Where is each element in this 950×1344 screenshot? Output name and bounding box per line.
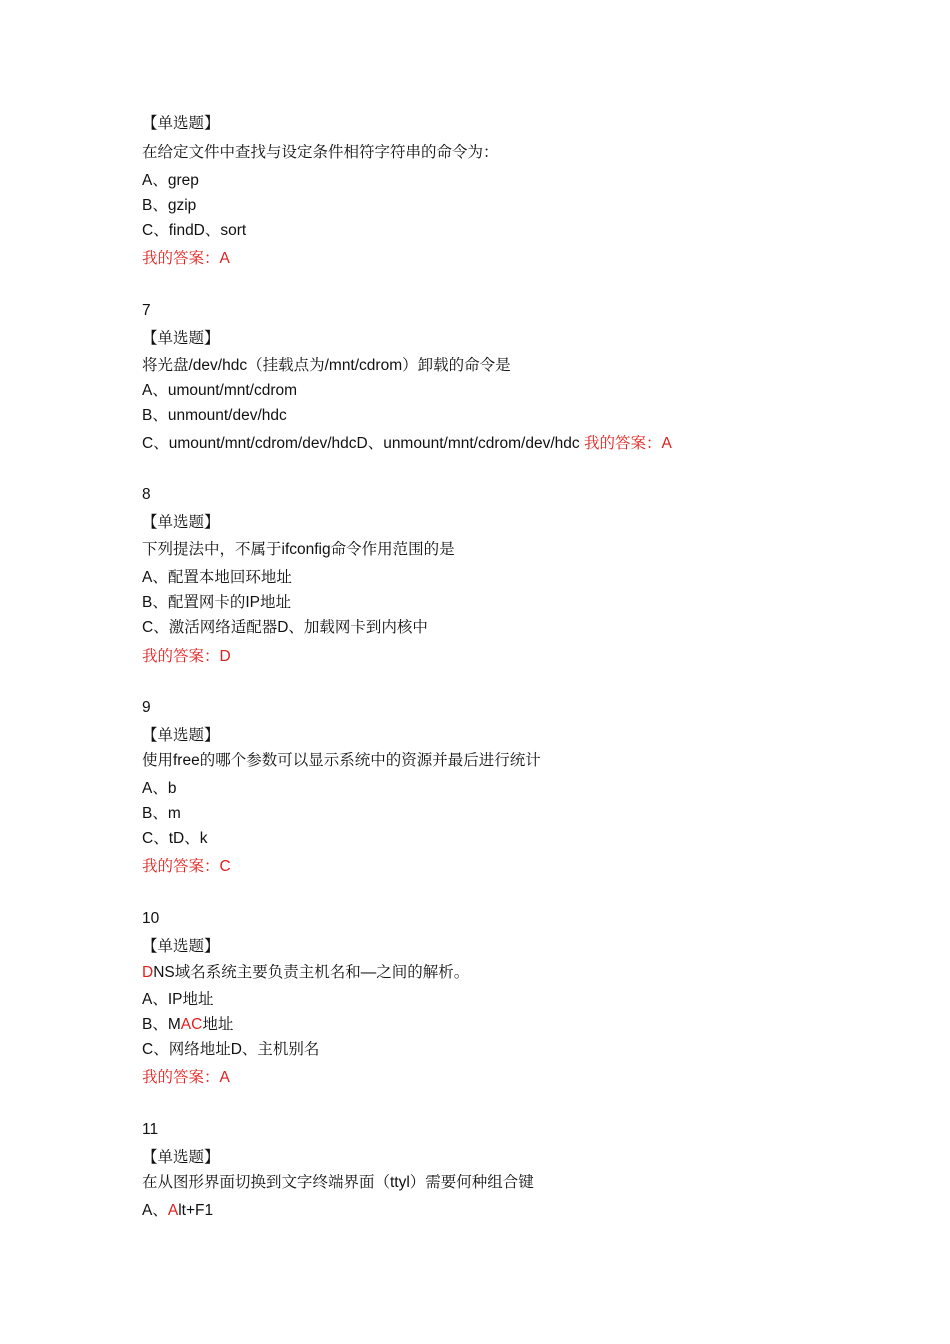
q10-number: 10 [142, 910, 160, 927]
q9-stem: 使用free的哪个参数可以显示系统中的资源并最后进行统计 [142, 752, 541, 769]
q11-number: 11 [142, 1121, 159, 1138]
q8-stem: 下列提法中，不属于ifconfig命令作用范围的是 [142, 541, 455, 558]
q10-type: 【单选题】 [142, 938, 220, 955]
q7-option-c-d-row [142, 434, 672, 454]
q7-option-c-d: C、umount/mnt/cdrom/dev/hdcD、unmount/mnt/cdrom/dev/hdc [142, 435, 580, 452]
q7-type: 【单选题】 [142, 330, 220, 347]
q9-option-c-d: C、tD、k [142, 830, 208, 847]
q8-option-b: B、配置网卡的IP地址 [142, 594, 291, 611]
q11-option-a-suffix: lt+F1 [178, 1202, 214, 1219]
q11-type: 【单选题】 [142, 1149, 220, 1166]
q9-option-a: A、b [142, 780, 177, 797]
q10-option-b [142, 1015, 233, 1035]
q8-number: 8 [142, 486, 151, 503]
q11-option-a-prefix: A、 [142, 1202, 168, 1219]
q11-option-a [142, 1201, 213, 1221]
q6-answer: 我的答案：A [142, 250, 230, 267]
q7-stem: 将光盘/dev/hdc（挂载点为/mnt/cdrom）卸载的命令是 [142, 357, 511, 374]
q7-option-a: A、umount/mnt/cdrom [142, 382, 298, 399]
q8-answer: 我的答案：D [142, 648, 231, 665]
q9-option-b: B、m [142, 805, 181, 822]
q6-option-c-d: C、findD、sort [142, 222, 247, 239]
q10-option-a: A、IP地址 [142, 991, 214, 1008]
q7-option-b: B、unmount/dev/hdc [142, 407, 287, 424]
q10-option-b-mid: AC [180, 1016, 203, 1033]
q10-option-b-prefix: B、M [142, 1016, 181, 1033]
q7-number: 7 [142, 302, 151, 319]
q9-answer: 我的答案：C [142, 858, 231, 875]
q10-option-b-suffix: 地址 [202, 1016, 234, 1033]
q11-stem: 在从图形界面切换到文字终端界面（ttyl）需要何种组合键 [142, 1174, 534, 1191]
q10-stem-prefix: D [142, 964, 154, 981]
q10-answer: 我的答案：A [142, 1069, 230, 1086]
q7-answer: 我的答案：A [583, 435, 672, 452]
q11-option-a-red: A [167, 1202, 179, 1219]
q10-stem [142, 963, 469, 983]
q10-stem-rest: NS域名系统主要负责主机名和—之间的解析。 [153, 964, 470, 981]
q8-type: 【单选题】 [142, 514, 220, 531]
q8-option-a: A、配置本地回环地址 [142, 569, 292, 586]
q9-number: 9 [142, 699, 151, 716]
q9-type: 【单选题】 [142, 727, 220, 744]
q6-option-a: A、grep [142, 172, 199, 189]
q10-option-c-d: C、网络地址D、主机别名 [142, 1041, 320, 1058]
q6-type: 【单选题】 [142, 115, 220, 132]
q6-stem: 在给定文件中查找与设定条件相符字符串的命令为： [142, 144, 499, 161]
q6-option-b: B、gzip [142, 197, 197, 214]
q8-option-c-d: C、激活网络适配器D、加载网卡到内核中 [142, 619, 428, 636]
